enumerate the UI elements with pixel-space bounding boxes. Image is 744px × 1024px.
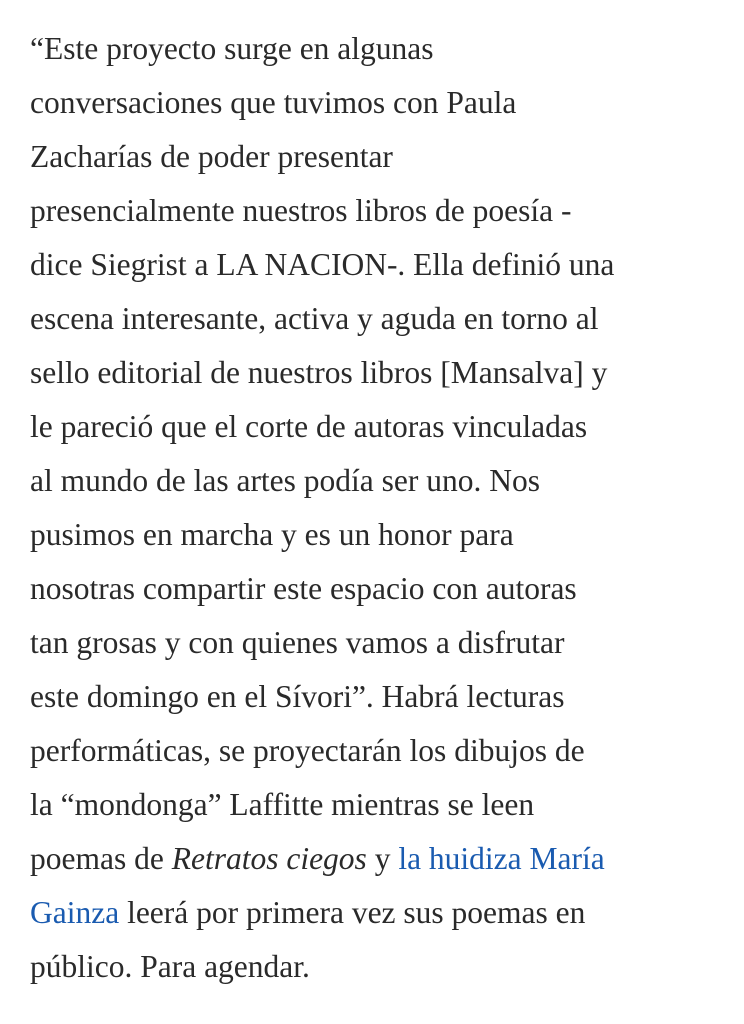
line-text: leerá por primera vez sus poemas en [119, 895, 586, 930]
paragraph-line: sello editorial de nuestros libros [Mansalva] y [30, 355, 608, 390]
article-paragraph [30, 22, 730, 994]
paragraph-line: nosotras compartir este espacio con autoras [30, 571, 577, 606]
paragraph-line: le pareció que el corte de autoras vinculadas [30, 409, 588, 444]
link-maria-gainza-continued[interactable]: Gainza [30, 895, 120, 930]
paragraph-line: público. Para agendar. [30, 949, 310, 984]
line-text: y [366, 841, 399, 876]
paragraph-line: tan grosas y con quienes vamos a disfrutar [30, 625, 565, 660]
paragraph-line: pusimos en marcha y es un honor para [30, 517, 514, 552]
link-maria-gainza[interactable]: la huidiza María [398, 841, 605, 876]
paragraph-line: escena interesante, activa y aguda en torno al [30, 301, 599, 336]
paragraph-line: presencialmente nuestros libros de poesía - [30, 193, 572, 228]
book-title-italic: Retratos ciegos [171, 841, 367, 876]
paragraph-line: la “mondonga” Laffitte mientras se leen [30, 787, 535, 822]
line-text: poemas de [30, 841, 172, 876]
paragraph-line: “Este proyecto surge en algunas [30, 31, 434, 66]
paragraph-line: este domingo en el Sívori”. Habrá lecturas [30, 679, 565, 714]
paragraph-line: al mundo de las artes podía ser uno. Nos [30, 463, 541, 498]
paragraph-line [30, 886, 730, 940]
paragraph-line: dice Siegrist a LA NACION-. Ella definió una [30, 247, 615, 282]
paragraph-line: performáticas, se proyectarán los dibujos de [30, 733, 585, 768]
paragraph-line [30, 832, 730, 886]
paragraph-line: Zacharías de poder presentar [30, 139, 393, 174]
paragraph-line: conversaciones que tuvimos con Paula [30, 85, 517, 120]
